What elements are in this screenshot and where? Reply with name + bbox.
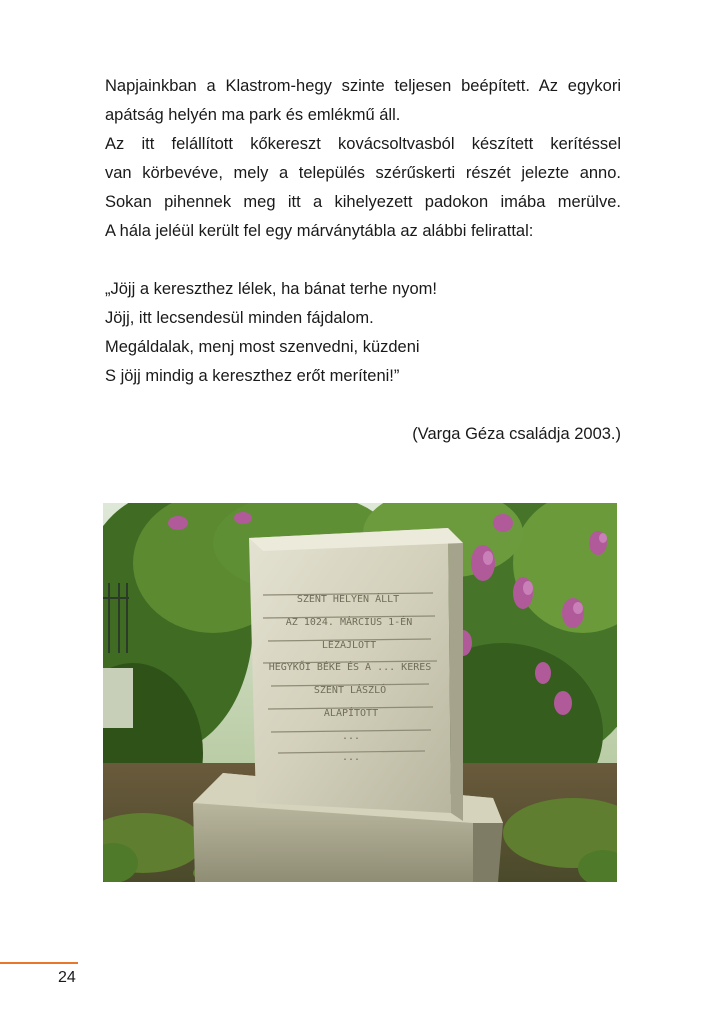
inscription-line: ... (341, 731, 361, 742)
paragraph-line: A hála jeléül került fel egy márványtábla az alábbi felirattal: (105, 222, 534, 240)
poem-quote (105, 275, 621, 391)
paragraph-line: apátság helyén ma park és emlékmű áll. (105, 106, 401, 124)
paragraph-line: van körbevéve, mely a település szérűskerti részét jelezte anno. (105, 164, 621, 182)
memorial-stone (249, 528, 463, 821)
paragraph-line: Az itt felállított kőkereszt kovácsoltvasból készített kerítéssel (105, 135, 621, 153)
paragraph-2 (105, 130, 621, 246)
poem-line: S jöjj mindig a kereszthez erőt meríteni!” (105, 367, 400, 385)
attribution: (Varga Géza családja 2003.) (412, 425, 621, 443)
memorial-stone-photo (103, 503, 617, 882)
poem-line: Jöjj, itt lecsendesül minden fájdalom. (105, 309, 374, 327)
paragraph-1 (105, 72, 621, 130)
inscription-line: LEZAJLOTT (321, 640, 377, 651)
body-text (105, 72, 621, 449)
page-number: 24 (58, 969, 76, 986)
poem-line: Megáldalak, menj most szenvedni, küzdeni (105, 338, 420, 356)
inscription-line: ... (341, 752, 361, 763)
poem-line: „Jöjj a kereszthez lélek, ha bánat terhe nyom! (105, 280, 438, 298)
paragraph-line: Napjainkban a Klastrom-hegy szinte teljesen beépített. Az egykori (105, 77, 621, 95)
inscription-line: SZENT HELYEN ÁLLT (296, 594, 400, 605)
inscription-line: HEGYKŐI BÉKE ÉS A ... KERES (268, 662, 432, 673)
inscription-line: SZENT LÁSZLÓ (313, 685, 387, 696)
paragraph-line: Sokan pihennek meg itt a kihelyezett padokon imába merülve. (105, 193, 621, 211)
inscription-line: ALAPÍTOTT (323, 708, 379, 719)
footer-rule (0, 962, 78, 964)
inscription-line: AZ 1024. MÁRCIUS 1-ÉN (285, 617, 413, 628)
